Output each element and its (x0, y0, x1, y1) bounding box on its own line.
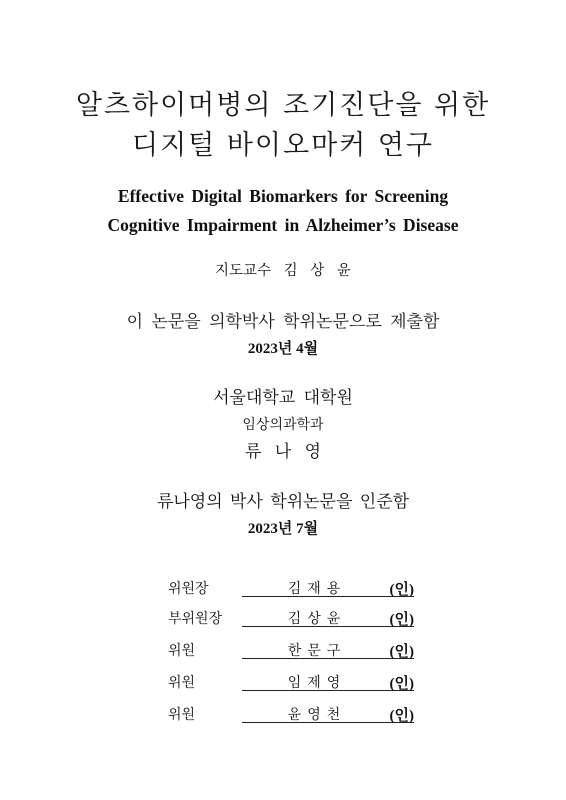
committee-role: 부위원장 (168, 611, 223, 627)
committee-row-vice-chair (0, 606, 566, 628)
committee-role: 위원 (168, 643, 196, 659)
signature-line (242, 670, 414, 691)
seal-mark: (인) (389, 644, 414, 660)
advisor: 지도교수 김 상 윤 (215, 263, 351, 279)
signature-line (242, 702, 414, 723)
author: 류 나 영 (244, 442, 322, 462)
committee-member-name: 임제영 (287, 675, 347, 691)
signature-line (242, 638, 414, 659)
english-title-line-1: Effective Digital Biomarkers for Screening (117, 186, 449, 206)
seal-mark: (인) (389, 582, 414, 598)
seal-mark: (인) (389, 676, 414, 692)
committee-role: 위원 (168, 707, 196, 723)
university: 서울대학교 대학원 (213, 388, 353, 408)
committee-member-name: 김상윤 (287, 611, 347, 627)
korean-title-line-1: 알츠하이머병의 조기진단을 위한 (75, 90, 491, 121)
seal-mark: (인) (389, 612, 414, 628)
signature-line (242, 576, 414, 597)
approval-date: 2023년 7월 (247, 521, 319, 537)
department: 임상의과학과 (242, 417, 324, 433)
committee-member-name: 김재용 (287, 581, 347, 597)
committee-member-name: 윤영천 (287, 707, 347, 723)
signature-line (242, 606, 414, 627)
committee-row-chair (0, 576, 566, 598)
seal-mark: (인) (389, 708, 414, 724)
committee-member-name: 한문구 (287, 643, 347, 659)
submission-date: 2023년 4월 (247, 341, 319, 357)
submission-statement: 이 논문을 의학박사 학위논문으로 제출함 (126, 312, 440, 332)
english-title-line-2: Cognitive Impairment in Alzheimer’s Disease (107, 215, 459, 235)
committee-role: 위원장 (168, 581, 209, 597)
committee-row-member-1 (0, 638, 566, 660)
committee-row-member-3 (0, 702, 566, 724)
approval-statement: 류나영의 박사 학위논문을 인준함 (156, 492, 410, 512)
committee-role: 위원 (168, 675, 196, 691)
korean-title-line-2: 디지털 바이오마커 연구 (132, 130, 434, 161)
committee-row-member-2 (0, 670, 566, 692)
